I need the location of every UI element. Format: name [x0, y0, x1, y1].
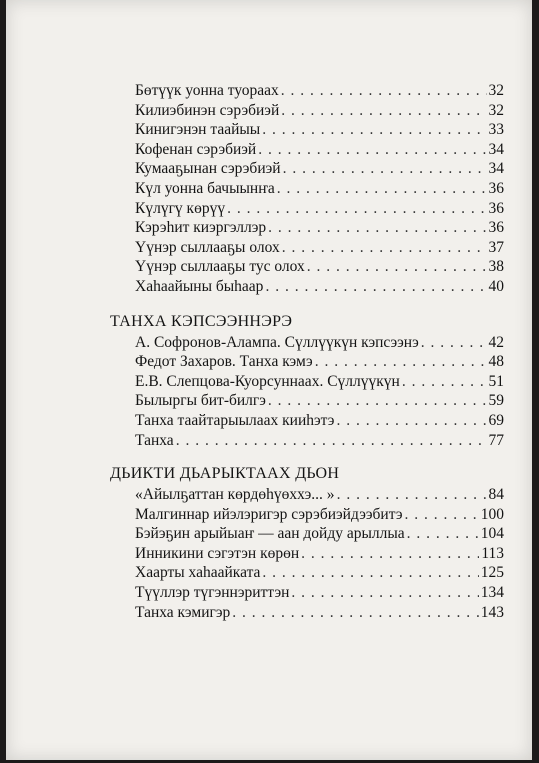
dot-leader — [301, 544, 479, 564]
entry-page: 34 — [488, 140, 504, 158]
entry-title: Кофенан сэрэбиэй — [135, 140, 257, 158]
toc-entry — [135, 218, 504, 238]
dot-leader — [281, 101, 486, 121]
entry-page: 113 — [481, 544, 504, 562]
entry-title: Былыргы бит-билгэ — [135, 392, 266, 410]
toc-entry — [135, 391, 504, 411]
entry-page: 42 — [488, 333, 504, 351]
entry-title: Бэйэҕин арыйыаҥ — аан дойду арыллыа — [135, 525, 405, 543]
entry-page: 69 — [488, 411, 504, 429]
dot-leader — [407, 524, 479, 544]
entry-title: Килиэбинэн сэрэбиэй — [135, 101, 280, 119]
entry-title: Үүнэр сыллааҕы тус олох — [135, 258, 305, 276]
toc-entry — [135, 411, 504, 431]
entry-title: А. Софронов-Алампа. Сүллүүкүн кэпсээнэ — [135, 333, 419, 351]
entry-title: Кумааҕынан сэрэбиэй — [135, 160, 281, 178]
toc-entry — [135, 101, 504, 121]
entry-page: 104 — [480, 525, 504, 543]
toc-entry — [135, 277, 504, 297]
dot-leader — [265, 277, 486, 297]
dot-leader — [405, 505, 479, 525]
entry-page: 32 — [488, 82, 504, 99]
toc-entry — [135, 81, 504, 101]
entry-title: Е.В. Слепцова-Куорсуннаах. Сүллүүкүн — [135, 372, 400, 390]
section-spacer — [110, 297, 504, 311]
toc-entry — [135, 485, 504, 505]
dot-leader — [281, 81, 487, 101]
toc-entry — [135, 352, 504, 372]
entry-title: Танха таайтарыылаах кииһэтэ — [135, 411, 335, 429]
toc-entry — [135, 257, 504, 277]
entry-title: Кэрэһит киэргэллэр — [135, 219, 267, 237]
entry-title: Үүнэр сыллааҕы олох — [135, 238, 280, 256]
dot-leader — [283, 159, 487, 179]
toc-entry — [135, 431, 504, 451]
entry-page: 51 — [488, 372, 504, 390]
entry-page: 38 — [488, 258, 504, 276]
entry-page: 59 — [488, 392, 504, 410]
dot-leader — [402, 372, 487, 392]
dot-leader — [227, 199, 486, 219]
toc-entry — [135, 563, 504, 583]
entry-title: Малгиннар ийэлэригэр сэрэбиэйдээбитэ — [135, 505, 403, 523]
table-of-contents — [110, 81, 504, 622]
entry-page: 37 — [488, 238, 504, 256]
entry-title: Танха кэмигэр — [135, 603, 231, 621]
toc-entry — [135, 372, 504, 392]
dot-leader — [315, 352, 487, 372]
toc-entry — [135, 524, 504, 544]
toc-entry — [135, 199, 504, 219]
section-spacer — [110, 450, 504, 463]
entry-page: 143 — [480, 603, 504, 621]
entry-title: Инникини сэгэтэн көрөн — [135, 544, 300, 562]
entry-page: 32 — [488, 101, 504, 119]
entry-title: Күлүгү көрүү — [135, 199, 226, 217]
entry-page: 33 — [488, 121, 504, 139]
entry-page: 36 — [488, 219, 504, 237]
entry-page: 125 — [480, 564, 504, 582]
entry-title: Бөтүүк уонна туораах — [135, 82, 279, 99]
entry-title: Хаһаайыны быһаар — [135, 277, 264, 295]
dot-leader — [337, 485, 487, 505]
dot-leader — [268, 391, 487, 411]
toc-entry — [135, 505, 504, 525]
dot-leader — [258, 140, 486, 160]
dot-leader — [307, 257, 487, 277]
entry-title: Күл уонна бачыынҥа — [135, 179, 275, 197]
dot-leader — [262, 120, 486, 140]
dot-leader — [176, 431, 487, 451]
entry-title: Танха — [135, 431, 174, 449]
toc-entry — [135, 120, 504, 140]
entry-page: 84 — [488, 486, 504, 504]
entry-title: Кинигэнэн таайыы — [135, 121, 261, 139]
section-heading: ДЬИКТИ ДЬАРЫКТААХ ДЬОН — [110, 465, 340, 483]
entry-title: Хаарты хаһаайката — [135, 564, 261, 582]
entry-title: Түүллэр түгэннэриттэн — [135, 584, 290, 602]
dot-leader — [336, 411, 486, 431]
toc-entry — [135, 140, 504, 160]
toc-entry — [135, 544, 504, 564]
entry-page: 48 — [488, 353, 504, 371]
entry-page: 40 — [488, 277, 504, 295]
dot-leader — [262, 563, 478, 583]
toc-entry — [135, 238, 504, 258]
toc-entry — [135, 159, 504, 179]
toc-entry — [135, 179, 504, 199]
toc-entry — [135, 603, 504, 623]
toc-entry — [135, 333, 504, 353]
entry-page: 36 — [488, 179, 504, 197]
entry-page: 77 — [488, 431, 504, 449]
entry-page: 34 — [488, 160, 504, 178]
toc-entry — [135, 583, 504, 603]
dot-leader — [268, 218, 486, 238]
entry-title: «Айылҕаттан көрдөһүөххэ... » — [135, 486, 335, 504]
dot-leader — [291, 583, 478, 603]
entry-page: 36 — [488, 199, 504, 217]
book-page — [6, 0, 532, 760]
section-heading: ТАНХА КЭПСЭЭННЭРЭ — [110, 312, 293, 330]
dot-leader — [277, 179, 487, 199]
dot-leader — [282, 238, 487, 258]
entry-title: Федот Захаров. Танха кэмэ — [135, 353, 313, 371]
entry-page: 100 — [480, 505, 504, 523]
dot-leader — [421, 333, 487, 353]
dot-leader — [232, 603, 478, 623]
entry-page: 134 — [480, 584, 504, 602]
